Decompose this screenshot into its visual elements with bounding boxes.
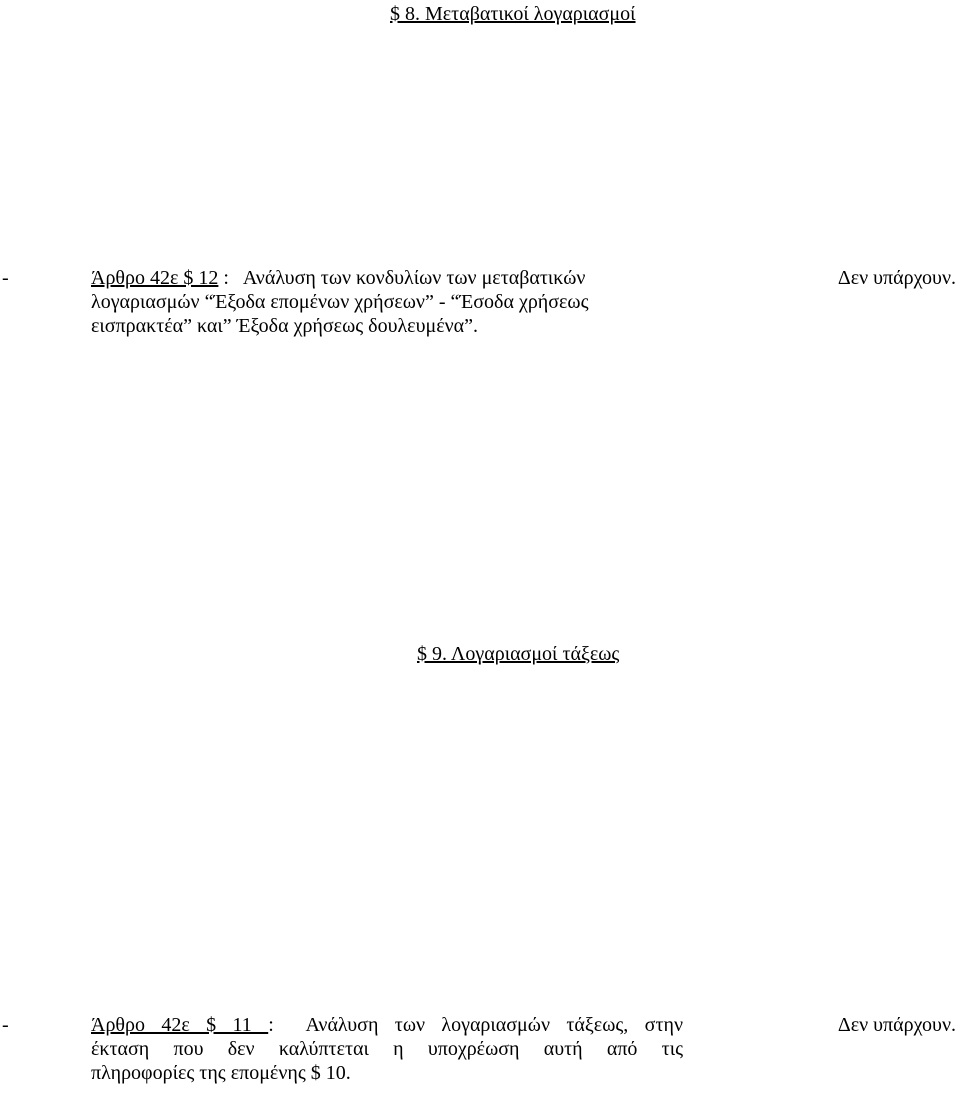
list-item-line-1-text: Ανάλυση των κονδυλίων των μεταβατικών xyxy=(242,267,586,289)
section-8-heading-text: $ 8. Μεταβατικοί λογαριασμοί xyxy=(390,3,636,25)
list-item-line-1 xyxy=(91,266,683,290)
list-item-line-2: έκταση που δεν καλύπτεται η υποχρέωση αυτή από τις xyxy=(91,1038,683,1060)
list-item-line-1-text: Ανάλυση των λογαριασμών τάξεως, στην xyxy=(305,1014,683,1036)
list-item-line-2: λογαριασμών “Έξοδα επομένων χρήσεων” - “Έσοδα χρήσεως xyxy=(91,291,589,313)
list-item-description xyxy=(91,266,683,338)
list-item-answer: Δεν υπάρχουν. xyxy=(837,267,956,289)
section-9-heading xyxy=(417,642,619,666)
list-item-line-3: πληροφορίες της επομένης $ 10. xyxy=(91,1062,351,1084)
list-item-line-1 xyxy=(91,1013,683,1037)
reference-separator: : xyxy=(218,267,243,289)
section-9-heading-text: $ 9. Λογαριασμοί τάξεως xyxy=(417,643,620,665)
list-item-answer: Δεν υπάρχουν. xyxy=(837,1014,956,1036)
article-reference: Άρθρο 42ε $ 11 xyxy=(91,1014,269,1036)
list-item-dash: - xyxy=(2,1014,9,1036)
list-item-line-3: εισπρακτέα” και” Έξοδα χρήσεως δουλευμένα”. xyxy=(91,315,479,337)
article-reference: Άρθρο 42ε $ 12 xyxy=(91,267,219,289)
reference-separator: : xyxy=(268,1014,306,1036)
section-8-heading xyxy=(390,2,636,26)
list-item-description xyxy=(91,1013,683,1085)
list-item-dash: - xyxy=(2,267,9,289)
